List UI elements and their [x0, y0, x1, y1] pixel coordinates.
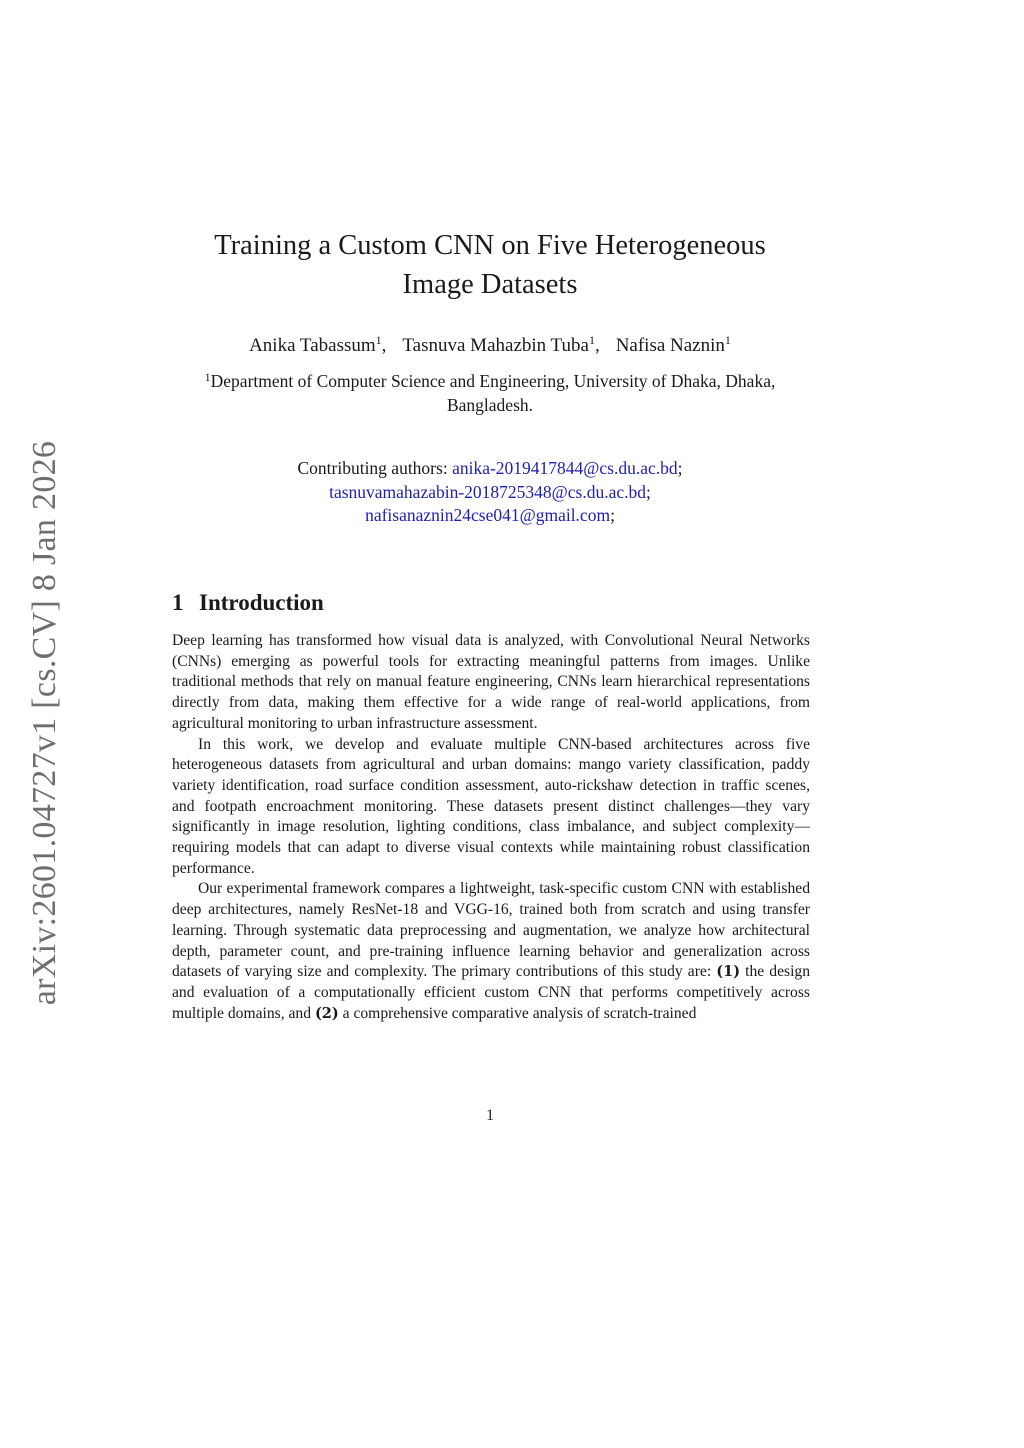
contribution-marker: (1): [716, 963, 741, 981]
paragraph: [172, 879, 810, 1024]
email-link[interactable]: nafisanaznin24cse041@gmail.com: [365, 505, 611, 525]
author-name: Anika Tabassum: [249, 335, 376, 356]
paragraph-text: the design and evaluation of a computationally efficient custom CNN that performs competitively across multiple domains, and: [172, 963, 811, 1022]
author: Tasnuva Mahazbin Tuba$^1$,: [402, 333, 600, 356]
paragraph-text: a comprehensive comparative analysis of scratch-trained: [338, 1004, 697, 1022]
title-line-2: Image Datasets: [402, 269, 578, 300]
author-name: Tasnuva Mahazbin Tuba: [402, 335, 589, 356]
author-name: Nafisa Naznin: [615, 335, 725, 356]
affiliation-marker: 1: [375, 333, 382, 347]
email-link[interactable]: tasnuvamahazabin-2018725348@cs.du.ac.bd: [329, 481, 647, 502]
email-link[interactable]: anika-2019417844@cs.du.ac.bd: [452, 458, 678, 478]
section-title: Introduction: [199, 590, 324, 615]
affiliation-marker: 1: [724, 333, 731, 347]
title-line-1: Training a Custom CNN on Five Heterogeneous: [214, 230, 766, 261]
section-body: [172, 631, 810, 1024]
affiliation-marker: 1: [204, 370, 211, 384]
affiliation: [200, 370, 780, 417]
author-list: [140, 333, 840, 359]
page-number: 1: [486, 1107, 494, 1124]
arxiv-identifier-stamp: arXiv:2601.04727v1 [cs.CV] 8 Jan 2026: [26, 440, 63, 1006]
author: Anika Tabassum$^1$,: [249, 333, 387, 356]
author: [616, 335, 731, 356]
section-heading: [172, 588, 324, 618]
contributing-authors: Contributing authors: anika-2019417844@cs.du.ac.bd; tasnuvamahazabin-2018725348@cs.du.ac.bd; nafisanaznin24cse041@gmail.com;: [297, 458, 683, 525]
paper-title: [160, 226, 820, 304]
affiliation-marker: 1: [588, 333, 595, 347]
contributing-label: Contributing authors:: [297, 458, 448, 478]
affiliation-text: Department of Computer Science and Engineering, University of Dhaka, Dhaka, Bangladesh.: [210, 371, 776, 415]
contribution-marker: (2): [314, 1004, 339, 1022]
paragraph: In this work, we develop and evaluate multiple CNN-based architectures across five heterogeneous datasets from agricultural and urban domains: mango variety classification, paddy variety identification, road surface condition assessment, auto-rickshaw detection in traffic scenes, and footpath encroachment monitoring. These datasets present distinct challenges—they vary significantly in image resolution, lighting conditions, class imbalance, and subject complexity—requiring models that can adapt to diverse visual contexts while maintaining robust classification performance.: [172, 735, 810, 877]
paragraph-text: Our experimental framework compares a lightweight, task-specific custom CNN with established deep architectures, namely ResNet-18 and VGG-16, trained both from scratch and using transfer learning. Through systematic data preprocessing and augmentation, we analyze how architectural depth, parameter count, and pre-training influence learning behavior and generalization across datasets of varying size and complexity. The primary contributions of this study are:: [172, 880, 810, 981]
section-number: 1: [172, 590, 184, 615]
paragraph: Deep learning has transformed how visual data is analyzed, with Convolutional Neural Networks (CNNs) emerging as powerful tools for extracting meaningful patterns from images. Unlike traditional methods that rely on manual feature engineering, CNNs learn hierarchical representations directly from data, making them effective for a wide range of real-world applications, from agricultural monitoring to urban infrastructure assessment.: [172, 632, 810, 732]
